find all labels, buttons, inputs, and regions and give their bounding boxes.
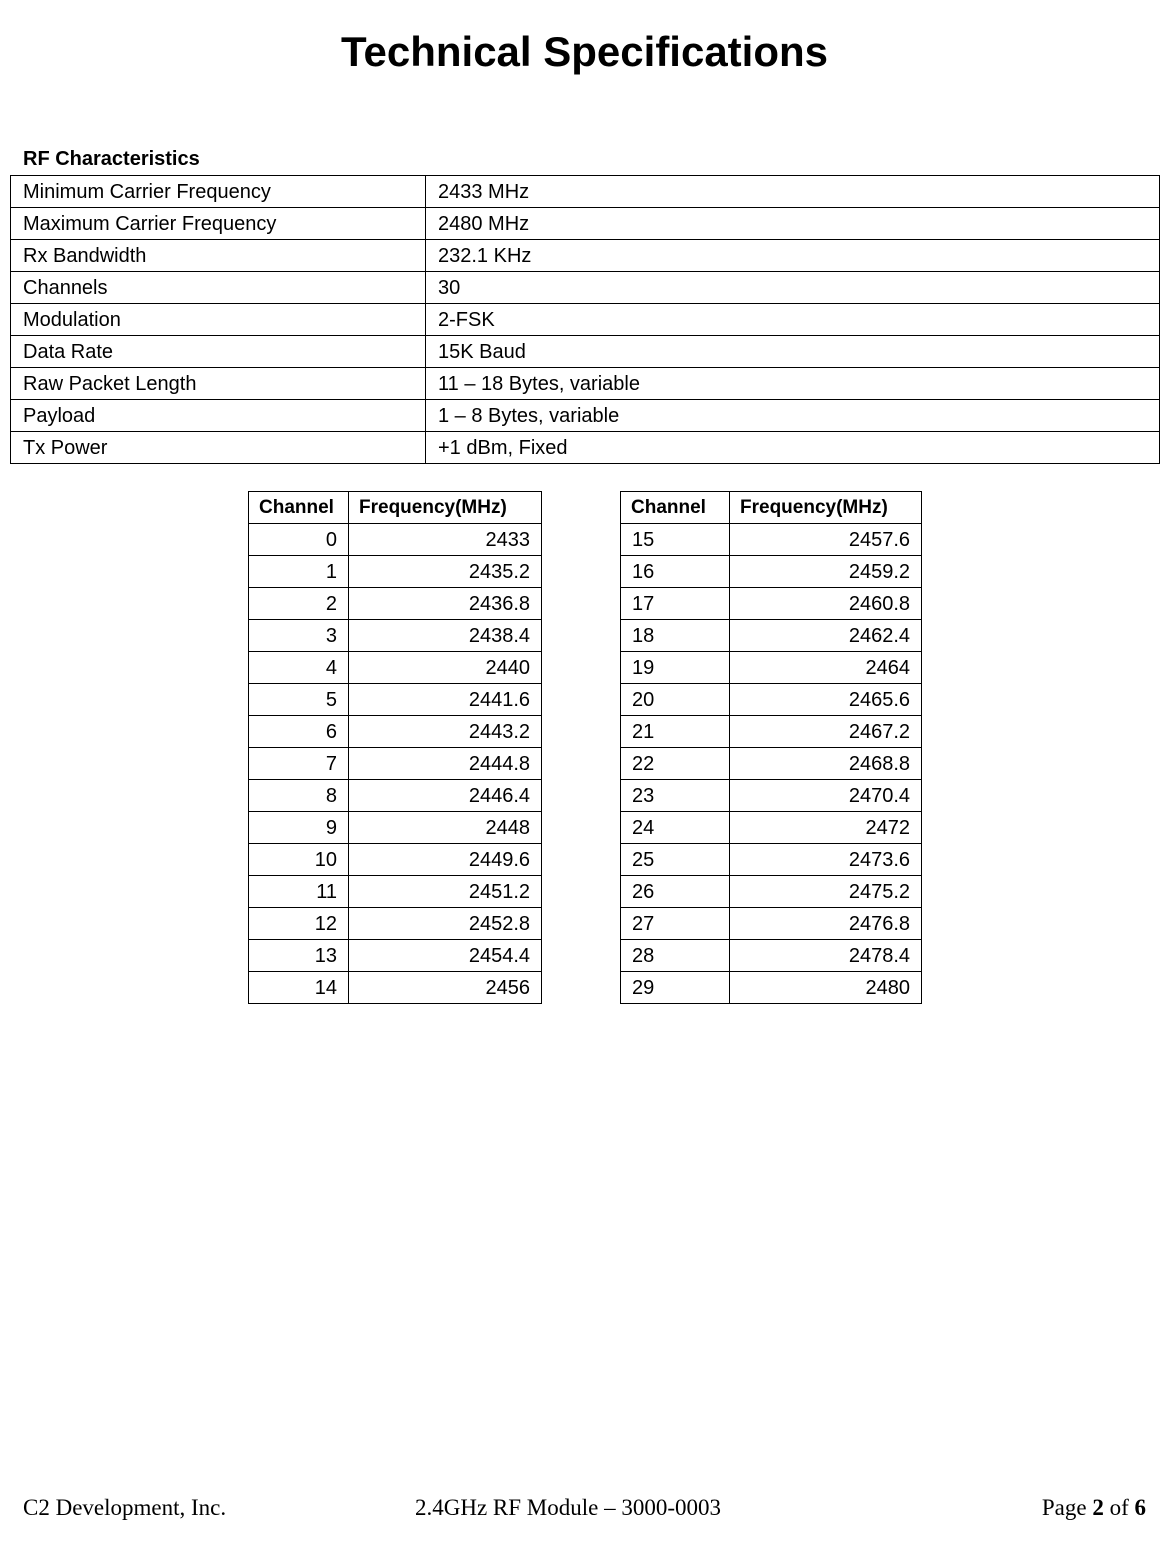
table-row bbox=[621, 876, 922, 908]
channel-cell: 19 bbox=[621, 652, 730, 684]
frequency-cell: 2470.4 bbox=[730, 780, 922, 812]
channel-column-header: Channel bbox=[249, 492, 349, 524]
table-row bbox=[621, 716, 922, 748]
channel-cell: 24 bbox=[621, 812, 730, 844]
spec-value: 1 – 8 Bytes, variable bbox=[426, 400, 1160, 432]
frequency-cell: 2480 bbox=[730, 972, 922, 1004]
spec-label: Rx Bandwidth bbox=[11, 240, 426, 272]
table-row bbox=[621, 844, 922, 876]
table-row bbox=[621, 588, 922, 620]
frequency-cell: 2441.6 bbox=[349, 684, 542, 716]
table-row bbox=[249, 524, 542, 556]
channel-cell: 3 bbox=[249, 620, 349, 652]
frequency-cell: 2476.8 bbox=[730, 908, 922, 940]
frequency-cell: 2436.8 bbox=[349, 588, 542, 620]
table-row bbox=[249, 748, 542, 780]
channel-cell: 27 bbox=[621, 908, 730, 940]
channel-cell: 2 bbox=[249, 588, 349, 620]
footer-company: C2 Development, Inc. bbox=[23, 1495, 227, 1520]
rf-characteristics-heading: RF Characteristics bbox=[23, 148, 200, 170]
table-row bbox=[621, 972, 922, 1004]
channel-cell: 26 bbox=[621, 876, 730, 908]
frequency-cell: 2456 bbox=[349, 972, 542, 1004]
frequency-cell: 2467.2 bbox=[730, 716, 922, 748]
channel-cell: 6 bbox=[249, 716, 349, 748]
table-row bbox=[621, 940, 922, 972]
table-row bbox=[249, 876, 542, 908]
spec-value: 2433 MHz bbox=[426, 176, 1160, 208]
channel-cell: 23 bbox=[621, 780, 730, 812]
channel-cell: 25 bbox=[621, 844, 730, 876]
channel-cell: 13 bbox=[249, 940, 349, 972]
spec-label: Raw Packet Length bbox=[11, 368, 426, 400]
table-row bbox=[11, 400, 1160, 432]
channel-cell: 28 bbox=[621, 940, 730, 972]
table-row bbox=[621, 748, 922, 780]
spec-label: Minimum Carrier Frequency bbox=[11, 176, 426, 208]
channel-cell: 1 bbox=[249, 556, 349, 588]
channel-cell: 29 bbox=[621, 972, 730, 1004]
table-row bbox=[621, 652, 922, 684]
channel-cell: 21 bbox=[621, 716, 730, 748]
of-word: of bbox=[1109, 1495, 1129, 1520]
frequency-cell: 2446.4 bbox=[349, 780, 542, 812]
table-row bbox=[249, 716, 542, 748]
channel-cell: 9 bbox=[249, 812, 349, 844]
spec-value: +1 dBm, Fixed bbox=[426, 432, 1160, 464]
channel-cell: 18 bbox=[621, 620, 730, 652]
frequency-cell: 2459.2 bbox=[730, 556, 922, 588]
channel-cell: 14 bbox=[249, 972, 349, 1004]
table-row bbox=[621, 620, 922, 652]
table-row bbox=[249, 588, 542, 620]
table-row bbox=[621, 524, 922, 556]
frequency-cell: 2448 bbox=[349, 812, 542, 844]
table-row bbox=[621, 556, 922, 588]
channel-cell: 12 bbox=[249, 908, 349, 940]
channel-cell: 11 bbox=[249, 876, 349, 908]
spec-value: 2-FSK bbox=[426, 304, 1160, 336]
frequency-cell: 2454.4 bbox=[349, 940, 542, 972]
spec-value: 15K Baud bbox=[426, 336, 1160, 368]
frequency-cell: 2444.8 bbox=[349, 748, 542, 780]
frequency-cell: 2472 bbox=[730, 812, 922, 844]
table-row bbox=[249, 652, 542, 684]
current-page: 2 bbox=[1092, 1495, 1104, 1520]
footer-page-number bbox=[1042, 1494, 1146, 1522]
frequency-cell: 2478.4 bbox=[730, 940, 922, 972]
page-title: Technical Specifications bbox=[340, 28, 829, 75]
spec-value: 2480 MHz bbox=[426, 208, 1160, 240]
table-row bbox=[11, 368, 1160, 400]
spec-value: 232.1 KHz bbox=[426, 240, 1160, 272]
spec-value: 30 bbox=[426, 272, 1160, 304]
frequency-cell: 2460.8 bbox=[730, 588, 922, 620]
frequency-cell: 2468.8 bbox=[730, 748, 922, 780]
spec-label: Modulation bbox=[11, 304, 426, 336]
frequency-cell: 2464 bbox=[730, 652, 922, 684]
table-row bbox=[11, 432, 1160, 464]
table-row bbox=[249, 620, 542, 652]
total-pages: 6 bbox=[1134, 1495, 1146, 1520]
spec-value: 11 – 18 Bytes, variable bbox=[426, 368, 1160, 400]
spec-label: Data Rate bbox=[11, 336, 426, 368]
frequency-cell: 2449.6 bbox=[349, 844, 542, 876]
channel-cell: 10 bbox=[249, 844, 349, 876]
table-row bbox=[249, 908, 542, 940]
rf-characteristics-table bbox=[10, 175, 1160, 464]
frequency-column-header: Frequency(MHz) bbox=[730, 492, 922, 524]
spec-label: Maximum Carrier Frequency bbox=[11, 208, 426, 240]
table-row bbox=[249, 780, 542, 812]
table-header-row bbox=[621, 492, 922, 524]
channel-cell: 7 bbox=[249, 748, 349, 780]
table-row bbox=[249, 972, 542, 1004]
channel-cell: 0 bbox=[249, 524, 349, 556]
channel-cell: 5 bbox=[249, 684, 349, 716]
spec-label: Payload bbox=[11, 400, 426, 432]
table-row bbox=[621, 812, 922, 844]
channel-cell: 16 bbox=[621, 556, 730, 588]
channel-column-header: Channel bbox=[621, 492, 730, 524]
frequency-cell: 2475.2 bbox=[730, 876, 922, 908]
frequency-cell: 2435.2 bbox=[349, 556, 542, 588]
table-row bbox=[11, 240, 1160, 272]
channel-cell: 4 bbox=[249, 652, 349, 684]
channel-frequency-table-left bbox=[248, 491, 542, 1004]
table-row bbox=[249, 940, 542, 972]
frequency-column-header: Frequency(MHz) bbox=[349, 492, 542, 524]
table-row bbox=[249, 684, 542, 716]
table-row bbox=[621, 908, 922, 940]
table-row bbox=[11, 176, 1160, 208]
frequency-cell: 2438.4 bbox=[349, 620, 542, 652]
spec-label: Channels bbox=[11, 272, 426, 304]
frequency-cell: 2457.6 bbox=[730, 524, 922, 556]
table-row bbox=[249, 844, 542, 876]
frequency-cell: 2440 bbox=[349, 652, 542, 684]
channel-frequency-table-right bbox=[620, 491, 922, 1004]
table-row bbox=[11, 304, 1160, 336]
frequency-cell: 2443.2 bbox=[349, 716, 542, 748]
frequency-cell: 2452.8 bbox=[349, 908, 542, 940]
page-word: Page bbox=[1041, 1495, 1087, 1520]
channel-cell: 20 bbox=[621, 684, 730, 716]
table-row bbox=[621, 780, 922, 812]
table-row bbox=[249, 556, 542, 588]
frequency-cell: 2465.6 bbox=[730, 684, 922, 716]
table-header-row bbox=[249, 492, 542, 524]
channel-cell: 8 bbox=[249, 780, 349, 812]
channel-cell: 15 bbox=[621, 524, 730, 556]
frequency-cell: 2473.6 bbox=[730, 844, 922, 876]
channel-cell: 17 bbox=[621, 588, 730, 620]
table-row bbox=[621, 684, 922, 716]
table-row bbox=[249, 812, 542, 844]
table-row bbox=[11, 208, 1160, 240]
frequency-cell: 2433 bbox=[349, 524, 542, 556]
footer-document-title: 2.4GHz RF Module – 3000-0003 bbox=[415, 1495, 722, 1520]
frequency-cell: 2462.4 bbox=[730, 620, 922, 652]
spec-label: Tx Power bbox=[11, 432, 426, 464]
table-row bbox=[11, 272, 1160, 304]
table-row bbox=[11, 336, 1160, 368]
frequency-cell: 2451.2 bbox=[349, 876, 542, 908]
channel-cell: 22 bbox=[621, 748, 730, 780]
